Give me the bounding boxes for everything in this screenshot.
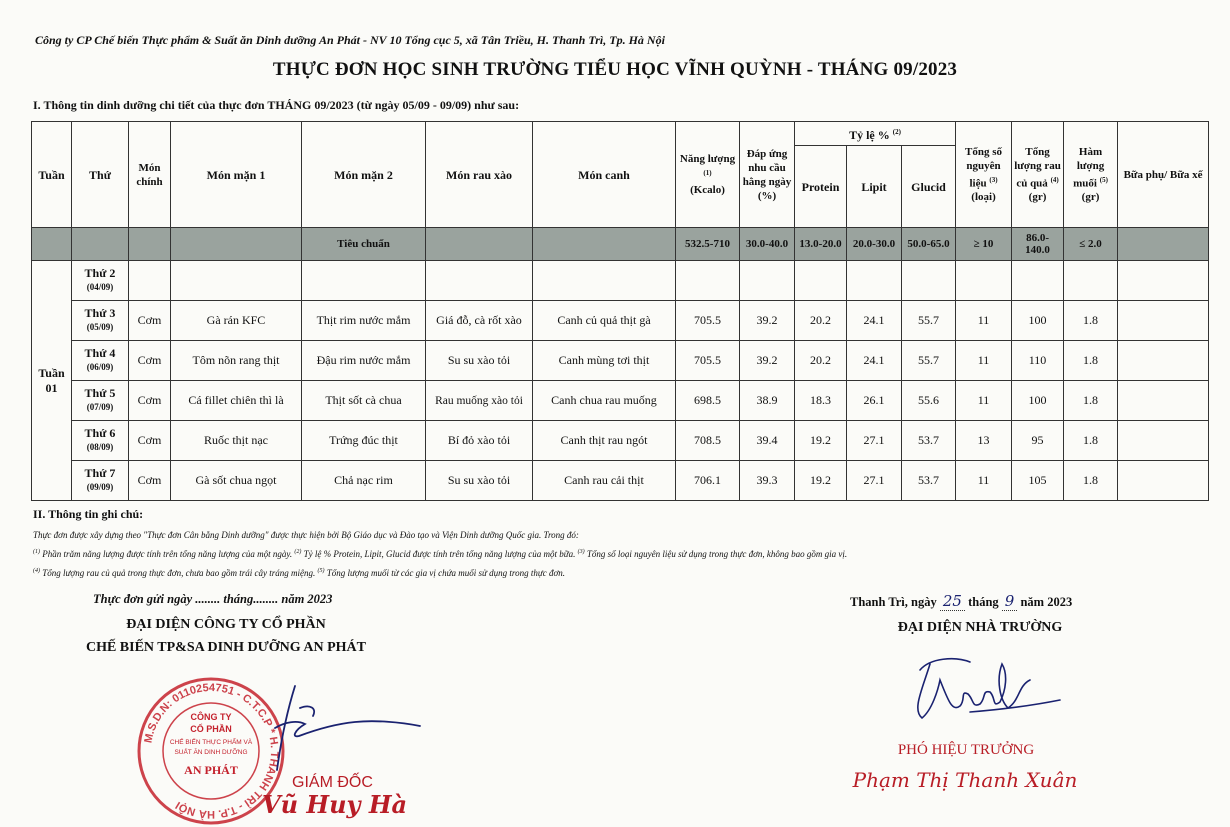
school-rep-title: ĐẠI DIỆN NHÀ TRƯỜNG — [897, 620, 1063, 635]
header-mon-rau-xao: Món rau xào — [426, 122, 533, 228]
footnote-3-marker: (3) — [989, 175, 998, 184]
section-1-heading: I. Thông tin dinh dưỡng chi tiết của thực đơn THÁNG 09/2023 (từ ngày 05/09 - 09/09) như sau: — [33, 98, 520, 112]
day-cell — [72, 341, 129, 381]
header-protein: Protein — [795, 146, 847, 228]
day-name: Thứ 2 — [84, 266, 116, 280]
header-tong-rau — [1012, 122, 1064, 228]
veg-cell: 105 — [1012, 461, 1064, 501]
snack-cell — [1118, 341, 1209, 381]
menu-table — [31, 121, 1209, 501]
lipit-cell: 27.1 — [847, 421, 902, 461]
dish2-cell: Thịt rim nước mắm — [302, 301, 426, 341]
dish1-cell: Cá fillet chiên thì là — [171, 381, 302, 421]
day-cell — [72, 301, 129, 341]
header-mon-man-2: Món mặn 2 — [302, 122, 426, 228]
soup-cell: Canh thịt rau ngót — [533, 421, 676, 461]
dish1-cell: Gà sốt chua ngọt — [171, 461, 302, 501]
date-month-label: tháng — [968, 595, 999, 609]
header-nang-luong-label: Năng lượng — [679, 152, 736, 165]
day-date: (06/09) — [86, 362, 114, 372]
standard-glucid: 50.0-65.0 — [902, 228, 956, 261]
director-signature — [225, 678, 435, 778]
veg-dish-cell: Giá đỗ, cà rốt xào — [426, 301, 533, 341]
header-ham-luong-muoi-unit: (gr) — [1081, 191, 1100, 204]
note-5: Tổng lượng muối từ các gia vị chứa muối sử dụng trong thực đơn. — [326, 568, 566, 578]
standard-label: Tiêu chuẩn — [302, 228, 426, 261]
note-intro: Thực đơn được xây dựng theo "Thực đơn Cân bằng Dinh dưỡng" được thực hiện bởi Bộ Giáo dục và Đào tạo và Viện Dinh dưỡng Quốc gia. Trong đó: — [33, 530, 579, 540]
protein-cell — [795, 261, 847, 301]
protein-cell: 18.3 — [795, 381, 847, 421]
header-tong-nguyen-lieu — [956, 122, 1012, 228]
energy-cell: 705.5 — [676, 341, 740, 381]
standard-lipit: 20.0-30.0 — [847, 228, 902, 261]
percent-cell: 39.2 — [740, 301, 795, 341]
snack-cell — [1118, 461, 1209, 501]
vice-principal-signature — [900, 650, 1070, 735]
header-mon-man-1: Món mặn 1 — [171, 122, 302, 228]
energy-cell: 706.1 — [676, 461, 740, 501]
percent-cell: 38.9 — [740, 381, 795, 421]
veg-cell: 110 — [1012, 341, 1064, 381]
dish2-cell — [302, 261, 426, 301]
table-row — [32, 421, 1209, 461]
date-month: 9 — [1002, 592, 1018, 611]
note-1: Phần trăm năng lượng được tính trên tổng năng lượng của một ngày. — [42, 549, 293, 559]
date-year: năm 2023 — [1020, 595, 1073, 609]
footnote-5-marker: (5) — [1099, 175, 1108, 184]
veg-dish-cell: Su su xào tỏi — [426, 341, 533, 381]
stamp-line-1: CÔNG TY — [190, 712, 232, 722]
glucid-cell — [902, 261, 956, 301]
day-date: (09/09) — [86, 482, 114, 492]
energy-cell: 708.5 — [676, 421, 740, 461]
day-name: Thứ 3 — [84, 306, 116, 320]
note-line-2 — [33, 549, 847, 559]
main-cell: Cơm — [129, 461, 171, 501]
vice-principal-name: Phạm Thị Thanh Xuân — [852, 768, 1078, 792]
salt-cell: 1.8 — [1064, 341, 1118, 381]
lipit-cell: 24.1 — [847, 301, 902, 341]
header-ham-luong-muoi-label: Hàm lượng muối — [1073, 145, 1105, 190]
standard-percent: 30.0-40.0 — [740, 228, 795, 261]
header-mon-chinh: Món chính — [129, 122, 171, 228]
header-glucid: Glucid — [902, 146, 956, 228]
header-bua-phu: Bữa phụ/ Bữa xế — [1118, 122, 1209, 228]
veg-dish-cell: Bí đỏ xào tỏi — [426, 421, 533, 461]
table-row — [32, 301, 1209, 341]
soup-cell: Canh chua rau muống — [533, 381, 676, 421]
ingredients-cell: 11 — [956, 301, 1012, 341]
day-cell — [72, 381, 129, 421]
header-nang-luong — [676, 122, 740, 228]
day-name: Thứ 6 — [84, 426, 116, 440]
note-marker-4: (4) — [33, 568, 40, 574]
footnote-2-marker: (2) — [892, 128, 901, 136]
soup-cell: Canh mùng tơi thịt — [533, 341, 676, 381]
standard-veg: 86.0-140.0 — [1012, 228, 1064, 261]
signing-date — [850, 592, 1072, 610]
glucid-cell: 53.7 — [902, 421, 956, 461]
header-lipit: Lipit — [847, 146, 902, 228]
veg-cell: 100 — [1012, 301, 1064, 341]
snack-cell — [1118, 421, 1209, 461]
salt-cell: 1.8 — [1064, 381, 1118, 421]
soup-cell: Canh củ quả thịt gà — [533, 301, 676, 341]
main-cell — [129, 261, 171, 301]
dish1-cell: Gà rán KFC — [171, 301, 302, 341]
energy-cell: 698.5 — [676, 381, 740, 421]
day-date: (07/09) — [86, 402, 114, 412]
footnote-4-marker: (4) — [1050, 175, 1059, 184]
ingredients-cell: 11 — [956, 381, 1012, 421]
header-tong-nguyen-lieu-unit: (loại) — [971, 191, 996, 204]
header-tong-rau-label: Tổng lượng rau củ quả — [1014, 145, 1061, 190]
day-cell — [72, 461, 129, 501]
dish1-cell: Tôm nõn rang thịt — [171, 341, 302, 381]
percent-cell: 39.4 — [740, 421, 795, 461]
ingredients-cell: 13 — [956, 421, 1012, 461]
stamp-line-2: CỔ PHẦN — [190, 724, 232, 734]
director-name: Vũ Huy Hà — [262, 790, 408, 819]
day-date: (04/09) — [86, 282, 114, 292]
header-thu: Thứ — [72, 122, 129, 228]
day-cell — [72, 261, 129, 301]
veg-dish-cell: Su su xào tỏi — [426, 461, 533, 501]
veg-dish-cell: Rau muống xào tỏi — [426, 381, 533, 421]
header-ty-le — [795, 122, 956, 146]
stamp-line-4: SUẤT ĂN DINH DƯỠNG — [174, 749, 248, 756]
main-cell: Cơm — [129, 381, 171, 421]
dish1-cell: Ruốc thịt nạc — [171, 421, 302, 461]
ingredients-cell — [956, 261, 1012, 301]
lipit-cell: 24.1 — [847, 341, 902, 381]
protein-cell: 19.2 — [795, 421, 847, 461]
header-tong-nguyen-lieu-label: Tổng số nguyên liệu — [965, 145, 1003, 190]
glucid-cell: 55.7 — [902, 341, 956, 381]
day-date: (08/09) — [86, 442, 114, 452]
header-dap-ung — [740, 122, 795, 228]
table-row — [32, 461, 1209, 501]
header-dap-ung-label: Đáp ứng nhu cầu hằng ngày — [742, 147, 792, 188]
protein-cell: 20.2 — [795, 301, 847, 341]
stamp-line-3: CHẾ BIẾN THỰC PHẨM VÀ — [169, 739, 253, 746]
table-row — [32, 341, 1209, 381]
day-name: Thứ 5 — [84, 386, 116, 400]
header-ty-le-label: Tỷ lệ % — [849, 128, 890, 142]
header-dap-ung-unit: (%) — [757, 189, 777, 202]
director-title: GIÁM ĐỐC — [292, 774, 373, 791]
standard-ingredients: ≥ 10 — [956, 228, 1012, 261]
note-3: Tổng số loại nguyên liệu sử dụng trong thực đơn, không bao gồm gia vị. — [586, 549, 848, 559]
lipit-cell: 27.1 — [847, 461, 902, 501]
table-row — [32, 381, 1209, 421]
page-title: THỰC ĐƠN HỌC SINH TRƯỜNG TIỂU HỌC VĨNH QUỲNH - THÁNG 09/2023 — [272, 59, 958, 80]
dish2-cell: Chả nạc rim — [302, 461, 426, 501]
veg-cell: 95 — [1012, 421, 1064, 461]
vice-principal-title: PHÓ HIỆU TRƯỞNG — [897, 742, 1035, 758]
note-line-3 — [33, 568, 565, 578]
snack-cell — [1118, 381, 1209, 421]
snack-cell — [1118, 301, 1209, 341]
veg-dish-cell — [426, 261, 533, 301]
veg-cell: 100 — [1012, 381, 1064, 421]
day-cell — [72, 421, 129, 461]
date-prefix: Thanh Trì, ngày — [850, 595, 937, 609]
lipit-cell — [847, 261, 902, 301]
glucid-cell: 55.6 — [902, 381, 956, 421]
note-marker-5: (5) — [317, 568, 325, 574]
ingredients-cell: 11 — [956, 341, 1012, 381]
dish1-cell — [171, 261, 302, 301]
date-day: 25 — [940, 592, 965, 611]
footnote-1-marker: (1) — [703, 168, 712, 177]
snack-cell — [1118, 261, 1209, 301]
salt-cell: 1.8 — [1064, 421, 1118, 461]
header-mon-canh: Món canh — [533, 122, 676, 228]
glucid-cell: 53.7 — [902, 461, 956, 501]
note-4: Tổng lượng rau củ quả trong thực đơn, chưa bao gồm trái cây tráng miệng. — [42, 568, 316, 578]
stamp-ring-text: M.S.D.N: 0110254751 - C.T.C.P * H. THANH TRÌ - T.P. HÀ NỘI — [142, 681, 281, 821]
salt-cell: 1.8 — [1064, 301, 1118, 341]
company-rep-line-2: CHẾ BIẾN TP&SA DINH DƯỠNG AN PHÁT — [85, 640, 367, 655]
soup-cell — [533, 261, 676, 301]
day-name: Thứ 7 — [84, 466, 116, 480]
standard-energy: 532.5-710 — [676, 228, 740, 261]
header-nang-luong-unit: (Kcalo) — [690, 184, 725, 197]
veg-cell — [1012, 261, 1064, 301]
standard-salt: ≤ 2.0 — [1064, 228, 1118, 261]
week-label: Tuần 01 — [32, 261, 72, 501]
salt-cell: 1.8 — [1064, 461, 1118, 501]
dish2-cell: Thịt sốt cà chua — [302, 381, 426, 421]
percent-cell: 39.2 — [740, 341, 795, 381]
header-tong-rau-unit: (gr) — [1028, 191, 1047, 204]
note-marker-2: (2) — [294, 549, 302, 555]
ingredients-cell: 11 — [956, 461, 1012, 501]
percent-cell — [740, 261, 795, 301]
note-marker-1: (1) — [33, 549, 40, 555]
glucid-cell: 55.7 — [902, 301, 956, 341]
energy-cell: 705.5 — [676, 301, 740, 341]
soup-cell: Canh rau cải thịt — [533, 461, 676, 501]
protein-cell: 19.2 — [795, 461, 847, 501]
main-cell: Cơm — [129, 341, 171, 381]
day-name: Thứ 4 — [84, 346, 116, 360]
day-date: (05/09) — [86, 322, 114, 332]
standard-row — [32, 228, 1209, 261]
header-tuan: Tuần — [32, 122, 72, 228]
protein-cell: 20.2 — [795, 341, 847, 381]
dish2-cell: Đậu rim nước mắm — [302, 341, 426, 381]
main-cell: Cơm — [129, 421, 171, 461]
main-cell: Cơm — [129, 301, 171, 341]
section-2-heading: II. Thông tin ghi chú: — [33, 507, 144, 521]
lipit-cell: 26.1 — [847, 381, 902, 421]
energy-cell — [676, 261, 740, 301]
note-marker-3: (3) — [577, 549, 585, 555]
dish2-cell: Trứng đúc thịt — [302, 421, 426, 461]
sent-date-line: Thực đơn gửi ngày ........ tháng........ năm 2023 — [93, 592, 333, 606]
company-header: Công ty CP Chế biến Thực phẩm & Suất ăn Dinh dưỡng An Phát - NV 10 Tổng cục 5, xã Tân Triều, H. Thanh Trì, Tp. Hà Nội — [35, 33, 665, 47]
stamp-line-5: AN PHÁT — [184, 763, 238, 777]
standard-protein: 13.0-20.0 — [795, 228, 847, 261]
note-2: Tỷ lệ % Protein, Lipit, Glucid được tính trên tổng năng lượng của một bữa. — [303, 549, 576, 559]
header-ham-luong-muoi — [1064, 122, 1118, 228]
company-rep-line-1: ĐẠI DIỆN CÔNG TY CỔ PHẦN — [126, 617, 326, 632]
table-row — [32, 261, 1209, 301]
salt-cell — [1064, 261, 1118, 301]
percent-cell: 39.3 — [740, 461, 795, 501]
